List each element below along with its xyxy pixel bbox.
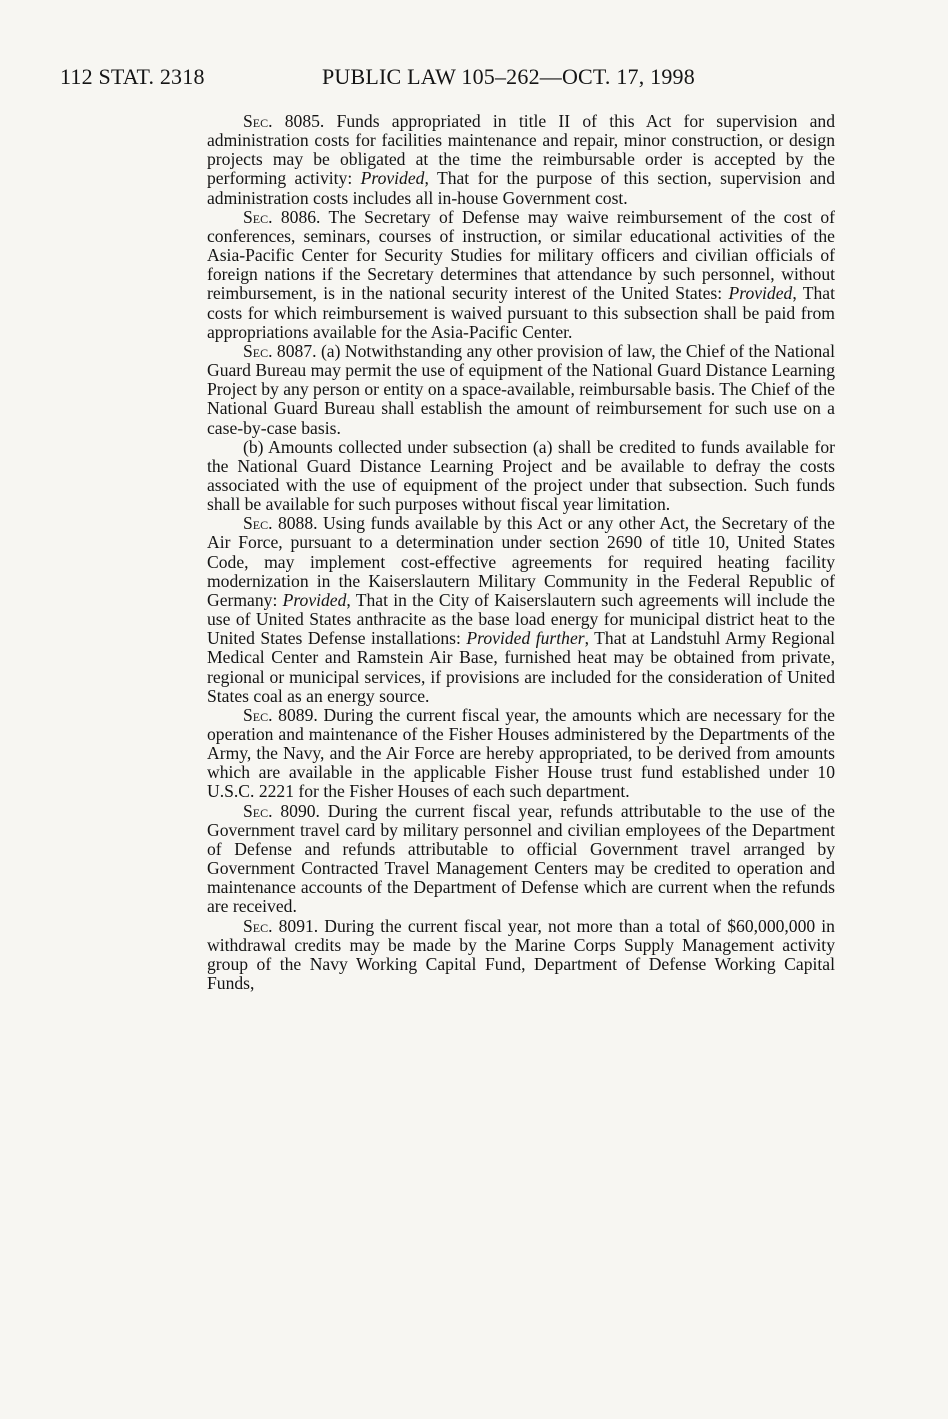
section-text: , That for the purpose of this section, supervision and administration costs includes all in-house Government cost. [207,168,835,208]
italic-term: Provided [282,589,347,610]
section-paragraph [207,438,835,515]
section-label: Sec. 8086. [243,206,321,227]
section-label: Sec. 8090. [243,800,320,821]
section-text: Funds appropriated in title II of this Act for supervision and administration costs for facilities maintenance and repair, minor construction, or design projects may be obligated at the time the reimbursable order is accepted by the performing activity: [207,111,835,189]
section-text: Using funds available by this Act or any other Act, the Secretary of the Air Force, pursuant to a determination under section 2690 of title 10, United States Code, may implement cost-effective agreements for required heating facility modernization in the Kaiserslautern Military Community in the Federal Republic of Germany: [207,513,835,610]
italic-term: Provided [728,283,793,304]
section-label: Sec. 8091. [243,915,319,936]
italic-term: Provided [360,168,425,189]
section-text: During the current fiscal year, not more than a total of $60,000,000 in withdrawal credits may be made by the Marine Corps Supply Management activity group of the Navy Working Capital Fund, Department of Defense Working Capital Funds, [207,915,835,994]
page-header [60,64,840,94]
section-label: Sec. 8085. [243,111,325,131]
section-text: , That in the City of Kaiserslautern such agreements will include the use of United States anthracite as the base load energy for municipal district heat to the United States Defense installations: [207,589,835,649]
section-text: (a) Notwithstanding any other provision of law, the Chief of the National Guard Bureau may permit the use of equipment of the National Guard Distance Learning Project by any person or entity on a space-available, reimbursable basis. The Chief of the National Guard Bureau shall establish the amount of reimbursement for such use on a case-by-case basis. [207,340,835,438]
section-paragraph [207,342,835,438]
section-paragraph [207,802,835,917]
section-paragraph [207,112,835,208]
public-law-citation: PUBLIC LAW 105–262—OCT. 17, 1998 [322,64,695,89]
section-paragraph [207,514,835,706]
section-text: During the current fiscal year, the amounts which are necessary for the operation and maintenance of the Fisher Houses administered by the Departments of the Army, the Navy, and the Air Force are hereby appropriated, to be derived from amounts which are available in the applicable Fisher House trust fund established under 10 U.S.C. 2221 for the Fisher Houses of each such department. [207,704,835,802]
section-text: , That at Landstuhl Army Regional Medical Center and Ramstein Air Base, furnished heat may be obtained from private, regional or municipal services, if provisions are included for the consideration of United States coal as an energy source. [207,628,836,706]
section-text: During the current fiscal year, refunds attributable to the use of the Government travel card by military personnel and civilian employees of the Department of Defense and refunds attributable to official Government travel arranged by Government Contracted Travel Management Centers may be credited to operation and maintenance accounts of the Department of Defense which are current when the refunds are received. [207,800,835,917]
section-text: , That costs for which reimbursement is waived pursuant to this subsection shall be paid from appropriations available for the Asia-Pacific Center. [207,283,835,342]
section-text: The Secretary of Defense may waive reimbursement of the cost of conferences, seminars, courses of instruction, or similar educational activities of the Asia-Pacific Center for Security Studies for military officers and civilian officials of foreign nations if the Secretary determines that attendance by such personnel, without reimbursement, is in the national security interest of the United States: [207,206,835,304]
section-label: Sec. 8088. [243,513,318,534]
section-paragraph [207,917,835,994]
document-body [207,112,835,993]
section-paragraph [207,706,835,802]
statute-page-number: 112 STAT. 2318 [60,64,205,89]
italic-term: Provided further [466,628,585,649]
section-text: (b) Amounts collected under subsection (a) shall be credited to funds available for the National Guard Distance Learning Project and be available to defray the costs associated with the use of equipment of the project under that subsection. Such funds shall be available for such purposes without fiscal year limitation. [207,436,835,515]
section-label: Sec. 8089. [243,704,318,725]
section-label: Sec. 8087. [243,340,317,361]
section-paragraph [207,208,835,342]
